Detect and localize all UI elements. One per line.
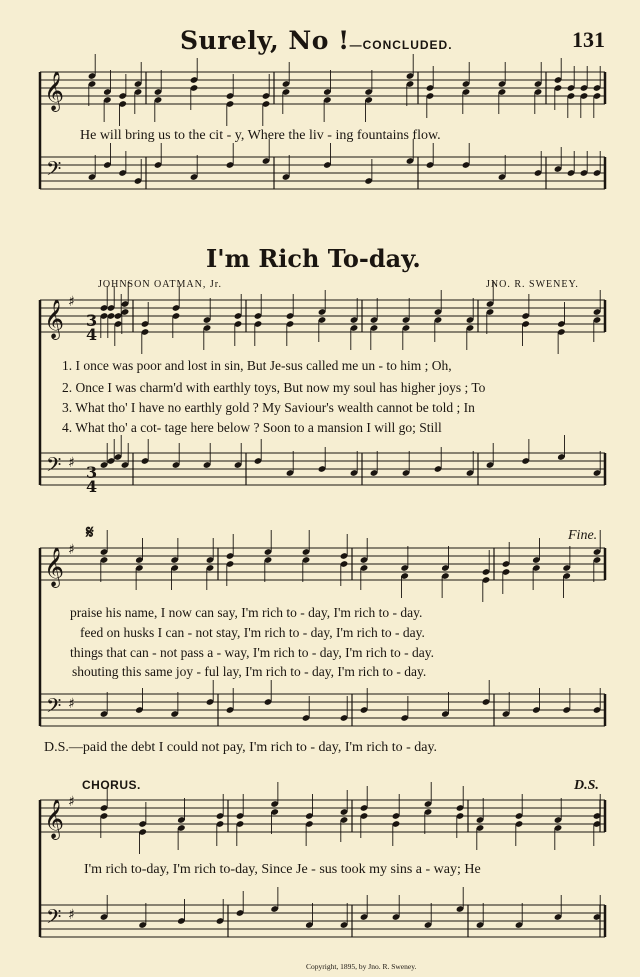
key-signature: ♯ — [68, 696, 75, 712]
system-1-treble-clef: 𝄞 — [44, 71, 65, 111]
chorus-lyric-line: I'm rich to-day, I'm rich to-day, Since Je - sus took my sins a - way; He — [84, 862, 481, 877]
time-signature-bottom: 4 — [86, 325, 98, 344]
concluded-label: —CONCLUDED. — [349, 38, 453, 52]
page-header — [180, 26, 453, 55]
chorus-label: CHORUS. — [82, 778, 141, 792]
verse-line: praise his name, I now can say, I'm rich to - day, I'm rich to - day. — [70, 605, 423, 620]
verse-line: things that can - not pass a - way, I'm rich to - day, I'm rich to - day. — [70, 645, 435, 660]
system-4-bass-clef: 𝄢 — [46, 905, 62, 933]
ds-mark: D.S. — [574, 778, 599, 793]
time-signature-top: 3 — [86, 463, 98, 482]
system-3-bass-clef: 𝄢 — [46, 694, 62, 722]
key-signature: ♯ — [68, 294, 75, 310]
verse-line: 4. What tho' a cot- tage here below ? Soon to a mansion I will go; Still — [62, 420, 442, 435]
ds-text-line: D.S.—paid the debt I could not pay, I'm rich to - day, I'm rich to - day. — [44, 740, 438, 755]
time-signature-top: 3 — [86, 311, 98, 330]
system-1-bass-clef: 𝄢 — [46, 157, 62, 185]
time-signature-bottom: 4 — [86, 477, 98, 496]
system-2-treble-clef: 𝄞 — [44, 299, 65, 339]
verse-line: shouting this same joy - ful lay, I'm rich to - day, I'm rich to - day. — [72, 664, 427, 679]
author-credit: JOHNSON OATMAN, Jr. — [98, 279, 223, 290]
hymn-title: I'm Rich To-day. — [206, 244, 421, 273]
key-signature: ♯ — [68, 794, 75, 810]
system-4-treble-clef: 𝄞 — [44, 799, 65, 839]
continued-song-title: Surely, No ! — [180, 26, 350, 55]
page-number: 131 — [572, 27, 605, 52]
verse-line: 2. Once I was charm'd with earthly toys, But now my soul has higher joys ; To — [62, 380, 486, 395]
key-signature: ♯ — [68, 542, 75, 558]
segno-sign: 𝄋 — [86, 522, 94, 543]
top-lyric-line: He will bring us to the cit - y, Where the liv - ing fountains flow. — [80, 128, 441, 143]
verse-line: 1. I once was poor and lost in sin, But Je-sus called me un - to him ; Oh, — [62, 358, 452, 373]
verse-line: feed on husks I can - not stay, I'm rich to - day, I'm rich to - day. — [80, 625, 425, 640]
key-signature: ♯ — [68, 907, 75, 923]
system-3-treble-clef: 𝄞 — [44, 547, 65, 587]
system-2-bass-clef: 𝄢 — [46, 453, 62, 481]
verse-line: 3. What tho' I have no earthly gold ? My Saviour's wealth cannot be told ; In — [62, 400, 475, 415]
copyright-notice: Copyright, 1895, by Jno. R. Sweney. — [306, 962, 417, 971]
composer-credit: JNO. R. SWENEY. — [486, 279, 579, 290]
key-signature: ♯ — [68, 455, 75, 471]
fine-mark: Fine. — [568, 528, 598, 543]
